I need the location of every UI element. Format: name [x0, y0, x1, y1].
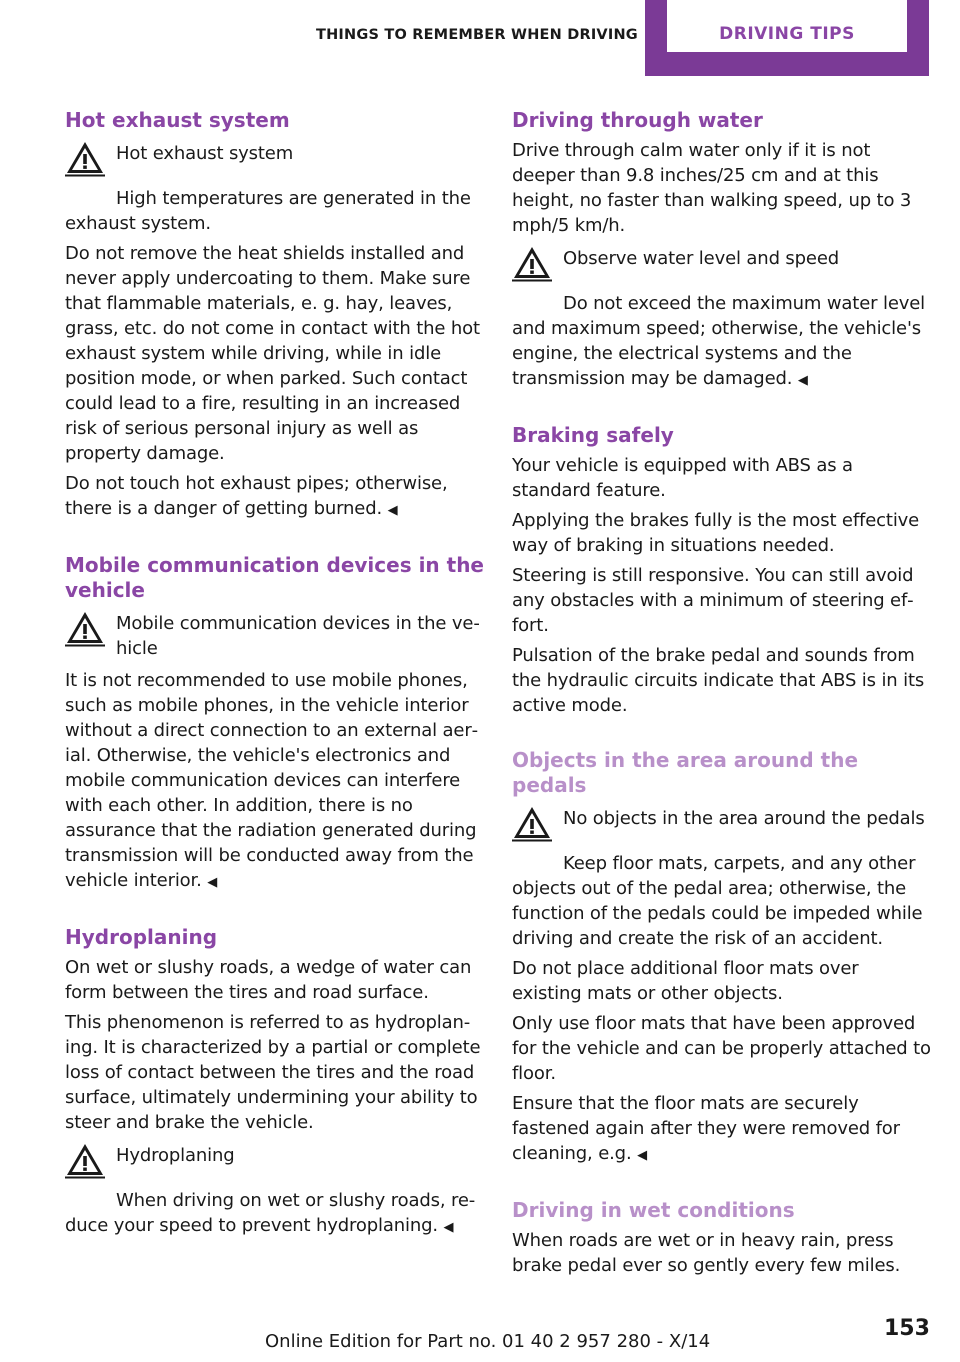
footer-edition: Online Edition for Part no. 01 40 2 957 280 - X/14 [265, 1331, 711, 1352]
warning-body [65, 1188, 485, 1240]
warning-body [512, 291, 932, 393]
section-braking-safely [512, 423, 932, 718]
paragraph: Your vehicle is equipped with ABS as a standard feature. [512, 455, 853, 501]
heading-hot-exhaust: Hot exhaust system [65, 108, 290, 132]
right-column [512, 108, 932, 1308]
paragraph [65, 471, 485, 523]
end-mark-icon: ◀ [387, 503, 398, 518]
warning-mobile-devices [65, 611, 485, 895]
paragraph: Pulsation of the brake pedal and sounds from the hydraulic circuits indicate that ABS is in its active mode. [512, 645, 925, 716]
section-hydroplaning [65, 925, 485, 1240]
warning-hydroplaning [65, 1143, 485, 1240]
chapter-title: DRIVING TIPS [719, 24, 855, 44]
warning-body: High temperatures are generated in the exhaust system. [65, 188, 471, 234]
warning-triangle-icon [65, 609, 105, 647]
end-mark-icon: ◀ [207, 875, 218, 890]
chapter-tab-inner [667, 0, 907, 52]
end-mark-icon: ◀ [443, 1220, 454, 1235]
warning-title: Mobile communication devices in the vehicle [116, 613, 480, 659]
warning-body-text: When driving on wet or slushy roads, reduce your speed to prevent hydroplaning. [65, 1190, 476, 1236]
section-objects-around-pedals [512, 748, 932, 1168]
warning-body-text: Do not exceed the maximum water level and maximum speed; otherwise, the vehicle's engine, the electrical systems and the transmission may be damaged. [512, 293, 926, 389]
warning-hot-exhaust [65, 141, 485, 236]
left-column [65, 108, 485, 1270]
warning-body-text: It is not recommended to use mobile phones, such as mobile phones, in the vehicle interior without a direct connection to an external aerial. Otherwise, the vehicle's electronics and mobile communication devices can interfere with each other. In addition, there is no assurance that the radiation generated during transmission will be conducted away from the vehicle interior. [65, 670, 479, 891]
heading-wet-conditions: Driving in wet conditions [512, 1198, 795, 1222]
paragraph-text: Do not touch hot exhaust pipes; otherwise, there is a danger of getting burned. [65, 473, 448, 519]
warning-title: Observe water level and speed [563, 248, 840, 269]
warning-triangle-icon [512, 244, 552, 282]
warning-title: Hot exhaust system [116, 143, 294, 164]
section-hot-exhaust [65, 108, 485, 523]
warning-water-level [512, 246, 932, 393]
section-mobile-devices [65, 553, 485, 895]
heading-hydroplaning: Hydroplaning [65, 925, 218, 949]
paragraph: Steering is still responsive. You can still avoid any obstacles with a minimum of steering effort. [512, 565, 914, 636]
warning-triangle-icon [65, 139, 105, 177]
heading-driving-through-water: Driving through water [512, 108, 763, 132]
chapter-tab [645, 0, 929, 76]
section-driving-through-water [512, 108, 932, 393]
paragraph: Drive through calm water only if it is not deeper than 9.8 inches/25 cm and at this height, no faster than walking speed, up to 3 mph/5 km/h. [512, 140, 912, 236]
warning-body: Keep floor mats, carpets, and any other objects out of the pedal area; otherwise, the function of the pedals could be impeded while driving and create the risk of an accident. [512, 853, 923, 949]
paragraph: When roads are wet or in heavy rain, press brake pedal ever so gently every few miles. [512, 1230, 901, 1276]
warning-title: No objects in the area around the pedals [563, 808, 925, 829]
warning-triangle-icon [512, 804, 552, 842]
warning-body [65, 668, 485, 895]
paragraph: Do not place additional floor mats over existing mats or other objects. [512, 958, 859, 1004]
heading-mobile-devices: Mobile communication devices in the vehicle [65, 553, 484, 602]
warning-title: Hydroplaning [116, 1145, 235, 1166]
heading-objects-around-pedals: Objects in the area around the pedals [512, 748, 859, 797]
paragraph: This phenomenon is referred to as hydroplaning. It is characterized by a partial or complete loss of contact between the tires and the road surface, ultimately undermining your ability to steer and brake the vehicle. [65, 1012, 481, 1133]
paragraph: On wet or slushy roads, a wedge of water can form between the tires and road surface. [65, 957, 472, 1003]
end-mark-icon: ◀ [797, 373, 808, 388]
section-wet-conditions [512, 1198, 932, 1278]
warning-triangle-icon [65, 1141, 105, 1179]
paragraph: Only use floor mats that have been approved for the vehicle and can be properly attached to floor. [512, 1013, 931, 1084]
paragraph: Applying the brakes fully is the most effective way of braking in situations needed. [512, 510, 920, 556]
end-mark-icon: ◀ [637, 1148, 647, 1163]
paragraph [512, 1091, 932, 1168]
paragraph-text: Ensure that the floor mats are securely fastened again after they were removed for cleaning, e.g. [512, 1093, 900, 1164]
warning-pedal-area [512, 806, 932, 951]
page-number: 153 [884, 1316, 930, 1341]
paragraph: Do not remove the heat shields installed and never apply undercoating to them. Make sure that flammable materials, e. g. hay, leaves, grass, etc. do not come in contact with the hot exhaust system while driving, while in idle position mode, or when parked. Such contact could lead to a fire, resulting in an increased risk of serious personal injury as well as property damage. [65, 243, 480, 464]
running-header-section: THINGS TO REMEMBER WHEN DRIVING [316, 27, 638, 43]
heading-braking-safely: Braking safely [512, 423, 674, 447]
